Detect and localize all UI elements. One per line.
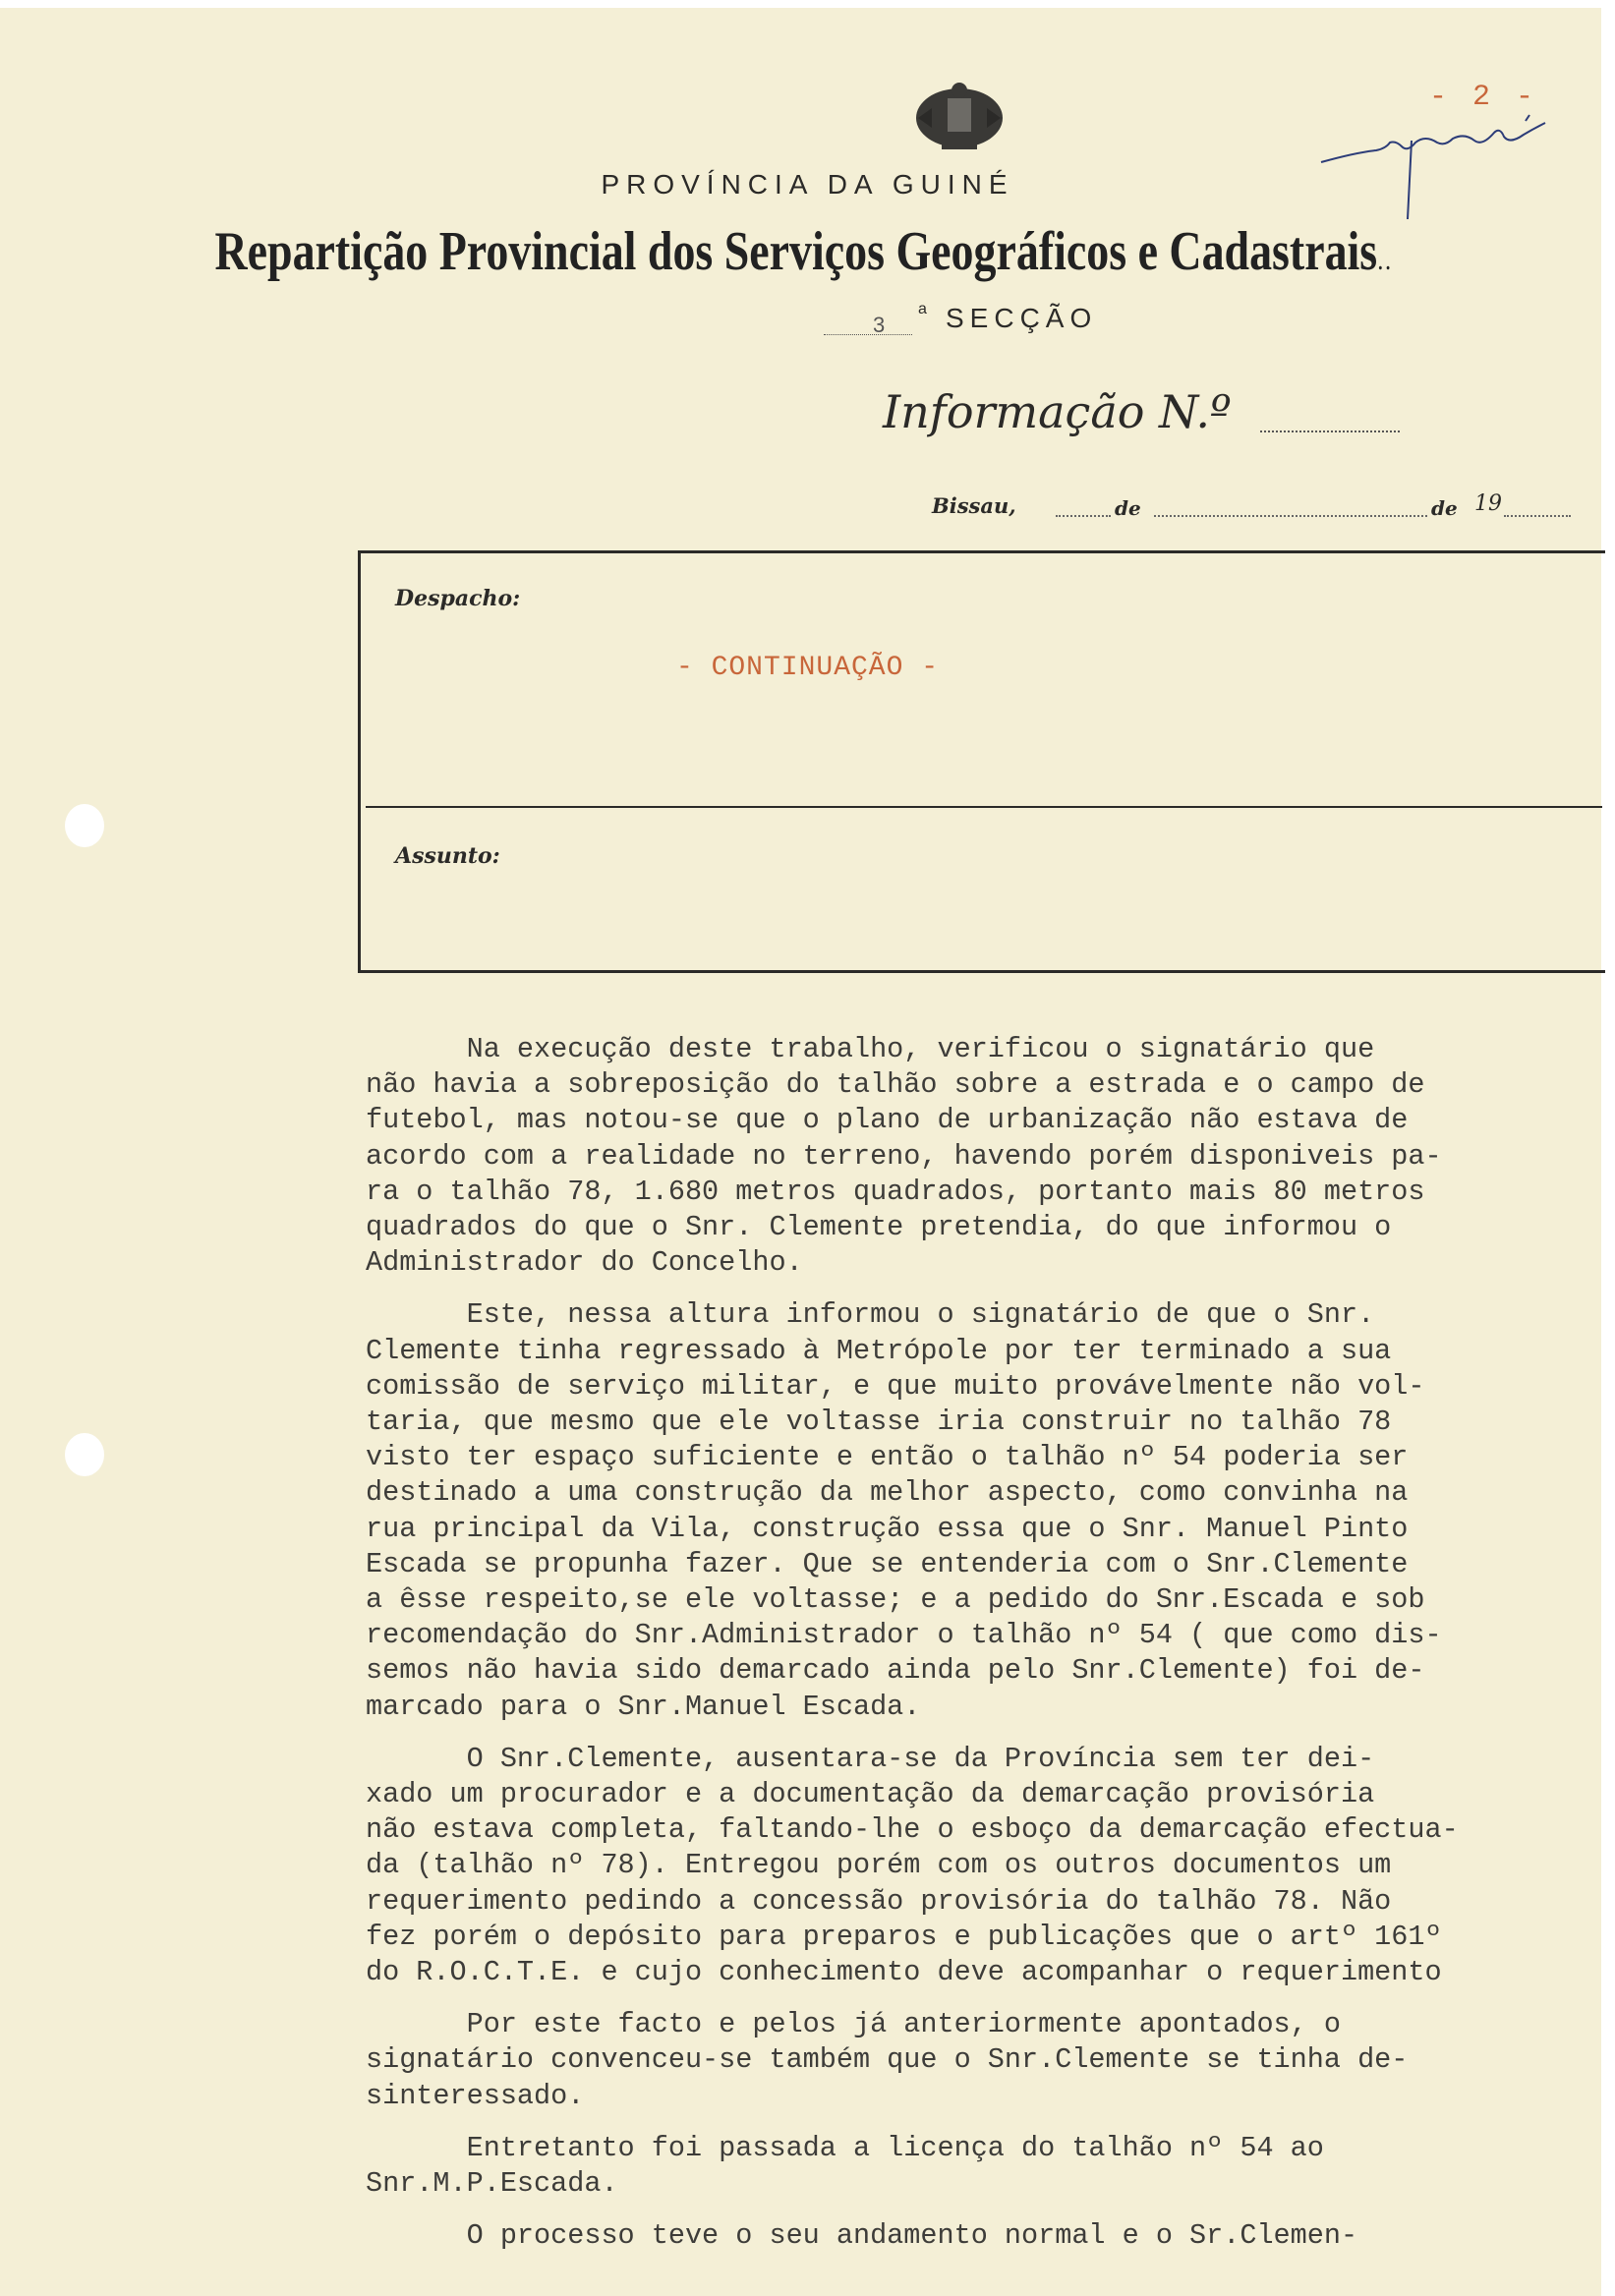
section-number-line	[824, 334, 912, 335]
text-line: xado um procurador e a documentação da demarcação provisória	[366, 1778, 1375, 1811]
section-ordinal: a	[918, 301, 927, 317]
year-prefix: 19	[1474, 491, 1502, 516]
scan-edge-top	[0, 0, 1615, 8]
department-title: Repartição Provincial dos Serviços Geográficos e Cadastrais	[214, 221, 1378, 282]
information-number-label: Informação N.º	[883, 385, 1232, 438]
paragraph	[366, 2007, 1594, 2114]
date-de-1: de	[1115, 496, 1141, 520]
text-line: Este, nessa altura informou o signatário de que o Snr.	[366, 1298, 1375, 1332]
text-line: comissão de serviço militar, e que muito provávelmente não vol-	[366, 1369, 1425, 1403]
coat-of-arms-icon	[912, 79, 1007, 157]
text-line: Administrador do Concelho.	[366, 1246, 803, 1280]
month-line	[1154, 515, 1427, 517]
paragraph	[366, 1742, 1594, 1990]
text-line: Entretanto foi passada a licença do talhão nº 54 ao	[366, 2131, 1324, 2164]
punch-hole-lower	[65, 1433, 104, 1476]
page-number: - 2 -	[1429, 81, 1538, 114]
text-line: acordo com a realidade no terreno, havendo porém disponiveis pa-	[366, 1139, 1442, 1173]
text-line: sinteressado.	[366, 2079, 585, 2112]
text-line: visto ter espaço suficiente e então o talhão nº 54 poderia ser	[366, 1441, 1409, 1474]
day-line	[1056, 515, 1111, 517]
punch-hole-upper	[65, 804, 104, 847]
text-line: não havia a sobreposição do talhão sobre a estrada e o campo de	[366, 1068, 1425, 1102]
text-line: marcado para o Snr.Manuel Escada.	[366, 1690, 921, 1723]
text-line: Por este facto e pelos já anteriormente apontados, o	[366, 2008, 1341, 2041]
text-line: Clemente tinha regressado à Metrópole por ter terminado a sua	[366, 1334, 1392, 1367]
paragraph	[366, 1032, 1594, 1281]
text-line: taria, que mesmo que ele voltasse iria construir no talhão 78	[366, 1406, 1392, 1439]
text-line: do R.O.C.T.E. e cujo conhecimento deve acompanhar o requerimento	[366, 1956, 1442, 1989]
text-line: signatário convenceu-se também que o Snr.Clemente se tinha de-	[366, 2043, 1409, 2077]
date-de-2: de	[1431, 496, 1458, 520]
text-line: Na execução deste trabalho, verificou o signatário que	[366, 1033, 1375, 1065]
text-line: destinado a uma construção da melhor aspecto, como convinha na	[366, 1476, 1409, 1510]
text-line: da (talhão nº 78). Entregou porém com os outros documentos um	[366, 1849, 1392, 1882]
text-line: recomendação do Snr.Administrador o talhão nº 54 ( que como dis-	[366, 1619, 1442, 1652]
place-label: Bissau,	[932, 493, 1016, 518]
text-line: a êsse respeito,se ele voltasse; e a pedido do Snr.Escada e sob	[366, 1583, 1425, 1617]
department-heading	[142, 220, 1466, 283]
section-label: SECÇÃO	[946, 303, 1098, 333]
text-line: fez porém o depósito para preparos e publicações que o artº 161º	[366, 1920, 1442, 1953]
assunto-label: Assunto:	[395, 843, 500, 869]
text-line: rua principal da Vila, construção essa que o Snr. Manuel Pinto	[366, 1512, 1409, 1545]
text-line: ra o talhão 78, 1.680 metros quadrados, portanto mais 80 metros	[366, 1175, 1425, 1208]
text-line: futebol, mas notou-se que o plano de urbanização não estava de	[366, 1104, 1409, 1137]
text-line: requerimento pedindo a concessão provisória do talhão 78. Não	[366, 1884, 1392, 1918]
paragraph	[366, 2131, 1594, 2202]
continuation-stamp: - CONTINUAÇÃO -	[675, 653, 940, 683]
province-heading: PROVÍNCIA DA GUINÉ	[601, 169, 1014, 200]
text-line: não estava completa, faltando-lhe o esboço da demarcação efectua-	[366, 1813, 1459, 1847]
text-line: O Snr.Clemente, ausentara-se da Província sem ter dei-	[366, 1742, 1375, 1775]
section-number: 3	[873, 313, 886, 337]
text-line: O processo teve o seu andamento normal e o Sr.Clemen-	[366, 2219, 1358, 2253]
body-text	[366, 1032, 1594, 2271]
paragraph	[366, 2218, 1594, 2254]
box-divider	[366, 806, 1602, 808]
despacho-assunto-box	[358, 550, 1605, 973]
year-line	[1504, 515, 1571, 517]
paragraph	[366, 1297, 1594, 1724]
despacho-label: Despacho:	[395, 586, 521, 611]
text-line: Snr.M.P.Escada.	[366, 2167, 618, 2201]
information-number-line	[1260, 430, 1400, 432]
text-line: quadrados do que o Snr. Clemente pretendia, do que informou o	[366, 1211, 1392, 1244]
text-line: semos não havia sido demarcado ainda pelo Snr.Clemente) foi de-	[366, 1654, 1425, 1688]
scan-edge-right	[1601, 0, 1615, 2296]
text-line: Escada se propunha fazer. Que se entenderia com o Snr.Clemente	[366, 1547, 1409, 1580]
department-dots: ..	[1377, 244, 1393, 276]
